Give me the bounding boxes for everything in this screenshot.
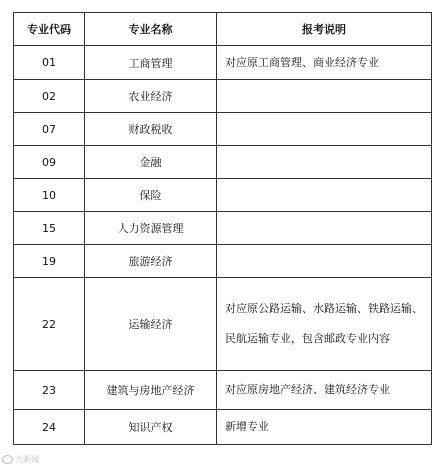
table-row — [14, 278, 432, 371]
header-code: 专业代码 — [14, 13, 85, 46]
cell-name: 人力资源管理 — [85, 212, 217, 245]
cell-code: 01 — [14, 46, 85, 80]
table-row — [14, 410, 432, 445]
cell-note — [217, 179, 432, 212]
cell-note — [217, 245, 432, 278]
cell-name: 工商管理 — [85, 46, 217, 80]
cell-name: 知识产权 — [85, 410, 217, 445]
watermark-text: 大新闻 — [15, 455, 39, 464]
table-row — [14, 113, 432, 146]
cell-code: 09 — [14, 146, 85, 179]
cell-name: 财政税收 — [85, 113, 217, 146]
table-header-row — [14, 13, 432, 46]
cell-name: 农业经济 — [85, 80, 217, 113]
cell-name: 金融 — [85, 146, 217, 179]
cell-note — [217, 80, 432, 113]
cell-code: 15 — [14, 212, 85, 245]
table-row — [14, 80, 432, 113]
cell-note — [217, 113, 432, 146]
table-row — [14, 179, 432, 212]
eye-icon — [2, 455, 13, 464]
major-table — [13, 12, 432, 445]
table-row — [14, 245, 432, 278]
cell-code: 22 — [14, 278, 85, 371]
cell-name: 旅游经济 — [85, 245, 217, 278]
cell-note: 对应原工商管理、商业经济专业 — [217, 46, 432, 80]
cell-name: 保险 — [85, 179, 217, 212]
cell-note: 对应原公路运输、水路运输、铁路运输、民航运输专业，包含邮政专业内容 — [217, 278, 432, 371]
table-row — [14, 46, 432, 80]
header-note: 报考说明 — [217, 13, 432, 46]
cell-name: 运输经济 — [85, 278, 217, 371]
cell-code: 02 — [14, 80, 85, 113]
cell-code: 19 — [14, 245, 85, 278]
cell-code: 24 — [14, 410, 85, 445]
table-row — [14, 212, 432, 245]
cell-code: 23 — [14, 371, 85, 410]
cell-note: 对应原房地产经济、建筑经济专业 — [217, 371, 432, 410]
cell-note — [217, 212, 432, 245]
header-name: 专业名称 — [85, 13, 217, 46]
cell-note — [217, 146, 432, 179]
cell-code: 10 — [14, 179, 85, 212]
cell-name: 建筑与房地产经济 — [85, 371, 217, 410]
table-row — [14, 146, 432, 179]
cell-code: 07 — [14, 113, 85, 146]
cell-note: 新增专业 — [217, 410, 432, 445]
watermark — [2, 454, 39, 465]
table-row — [14, 371, 432, 410]
